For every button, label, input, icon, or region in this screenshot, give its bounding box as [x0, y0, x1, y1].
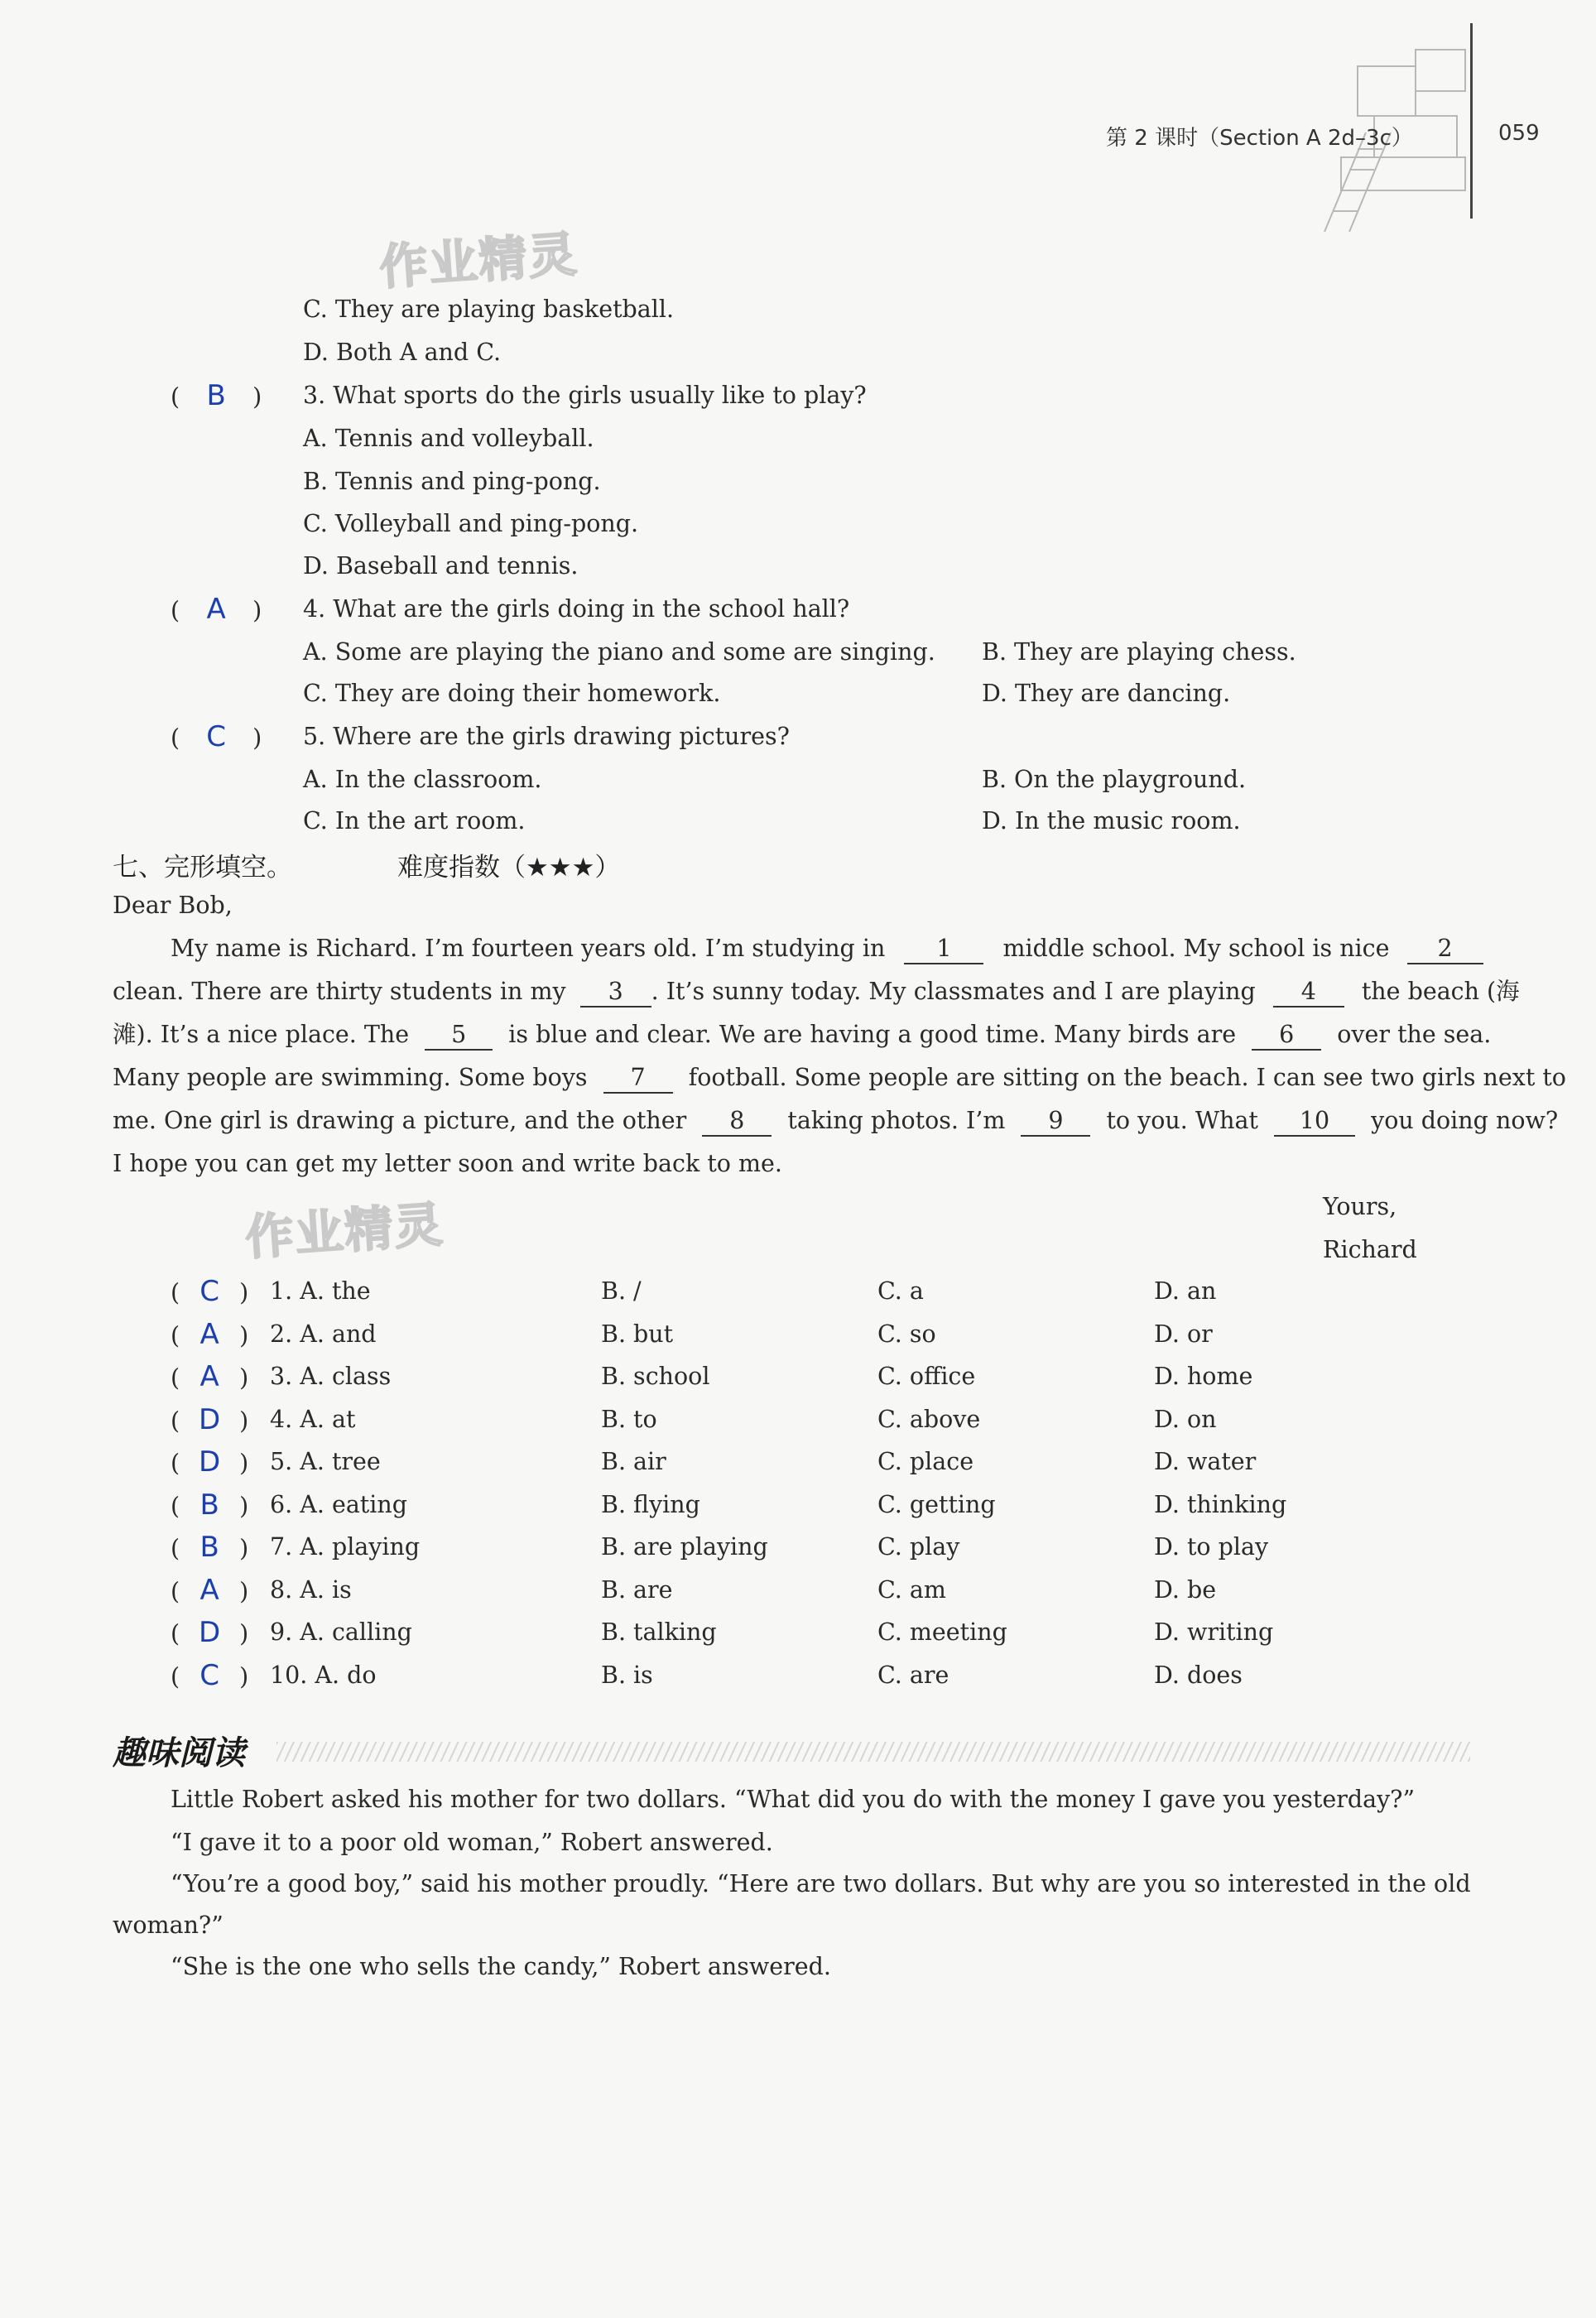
q4-option-c: C. They are doing their homework. [303, 680, 721, 707]
blank-9: 9 [1021, 1107, 1090, 1137]
q5-option-a: A. In the classroom. [303, 766, 542, 793]
cloze-option-c: C. above [877, 1405, 981, 1433]
q3-answer: B [206, 379, 226, 412]
cloze-option-a: 6. A. eating [270, 1490, 407, 1518]
cloze-option-a: 2. A. and [270, 1320, 377, 1348]
passage-line-6: I hope you can get my letter soon and write back to me. [113, 1150, 782, 1177]
blank-7: 7 [603, 1064, 673, 1094]
cloze-answer: A [200, 1317, 219, 1351]
passage-line-2 [113, 975, 1520, 1008]
passage-text: clean. There are thirty students in my [113, 978, 566, 1005]
cloze-option-c: C. office [877, 1363, 976, 1390]
passage-line-5 [113, 1104, 1558, 1137]
cloze-option-b: B. are [601, 1575, 673, 1604]
passage-line-1 [171, 932, 1483, 965]
watermark-top: 作业精灵 [377, 225, 580, 296]
cloze-answer: D [199, 1616, 221, 1649]
passage-text: Many people are swimming. Some boys [113, 1064, 588, 1091]
q3-answer-box: ( B ) [171, 379, 262, 412]
prev-option-d: D. Both A and C. [303, 339, 502, 366]
passage-text: football. Some people are sitting on the beach. I can see two girls next to [688, 1064, 1566, 1091]
cloze-option-b: B. school [601, 1363, 710, 1390]
cloze-option-d: D. does [1154, 1661, 1243, 1689]
blank-8: 8 [702, 1107, 772, 1137]
q4-answer: A [206, 593, 226, 626]
cloze-option-b: B. to [601, 1405, 657, 1433]
blank-5: 5 [425, 1021, 493, 1051]
cloze-answer: B [200, 1488, 219, 1522]
fun-paragraph-4: “She is the one who sells the candy,” Robert answered. [171, 1953, 831, 1980]
blank-10: 10 [1274, 1107, 1355, 1137]
textbook-page: 第 2 课时（Section A 2d–3c） 059 作业精灵 C. They are playing basketball. D. Both A and C. ( B ) 3. What sports do the girls usually like to play? A. Tennis and volleyball. B. Tennis and ping-pong. C. Volleyball and ping-pong. D. Baseball and tennis. ( A ) 4. What are the girls doing in the school hall? A. Some are playing the piano and some are singing. B. They are playing chess. C. They are doing their homework. D. They are dancing. ( C ) 5. Where are the girls drawing pictures? A. In the classroom. B. On the playground. C. In the art room. D. In the music room. 七、完形填空。 难度指数（★★★） Dear Bob, My name is Richard. I’m fourteen years old. I’m studying in 1 middle school. My school is nice 2 clean. There are thirty students in my 3 . It’s sunny today. My classmates and I are playing 4 the beach (海 滩). It’s a nice place. The 5 is blue and clear. We are having a good time. Many birds are 6 over the sea. Many people are swimming. Some boys 7 football. Some people are sitting on the beach. I can see two girls next to me. One girl is drawing a picture, and the other 8 taking photos. I’m 9 to you. What 10 you doing now? I hope you can get my letter soon and write back to me. 作业精灵 Yours, Richard ( C ) 1. A. the B. / C. a D. an ( A ) 2. A. and B. but C. so D. or ( A ) 3. A. class B. school C. office D. home ( D ) 4. A. at B. to C. above D. on ( D ) 5. A. tree B. air C. place D. water ( B ) 6. A. eating B. flying C. getting D. thinking ( B ) 7. A. playing B. are playing C. play D. to play ( A ) 8. A. is B. are C. am D. be ( D ) 9. A. calling B. talking C. meeting D. writing ( C ) 10. A. do B. is C. are D. does 趣味阅读 Little Robert asked his mother for two dollars. “What did you do with the money I gave you yesterday?” “I gave it to a poor old woman,” Robert answered. “You’re a good boy,” said his mother proudly. “Here are two dollars. But why are you so interested in the old woman?” “She is the one who sells the candy,” Robert answered. [0, 0, 1596, 2318]
cloze-option-a: 1. A. the [270, 1277, 371, 1305]
blank-2: 2 [1407, 935, 1483, 964]
q5-option-c: C. In the art room. [303, 807, 526, 834]
cloze-option-a: 10. A. do [270, 1661, 377, 1689]
cloze-option-a: 5. A. tree [270, 1448, 381, 1475]
cloze-option-c: C. meeting [877, 1618, 1007, 1646]
cloze-answer: A [200, 1573, 219, 1607]
page-number: 059 [1498, 121, 1540, 146]
cloze-option-c: C. getting [877, 1490, 996, 1518]
cloze-option-a: 7. A. playing [270, 1533, 421, 1561]
letter-greeting: Dear Bob, [113, 892, 233, 919]
title-hatch-decoration [276, 1742, 1470, 1762]
lesson-header: 第 2 课时（Section A 2d–3c） [1106, 126, 1413, 151]
cloze-option-b: B. flying [601, 1490, 700, 1518]
cloze-option-b: B. talking [601, 1618, 717, 1646]
cloze-option-d: D. home [1154, 1363, 1253, 1390]
cloze-option-a: 9. A. calling [270, 1618, 412, 1646]
q4-option-a: A. Some are playing the piano and some are singing. [303, 638, 935, 666]
q3-option-a: A. Tennis and volleyball. [303, 425, 594, 452]
q5-answer: C [206, 720, 226, 753]
q4-answer-box: ( A ) [171, 593, 262, 626]
letter-closing: Yours, [1323, 1193, 1397, 1220]
q3-option-c: C. Volleyball and ping-pong. [303, 510, 639, 537]
q4-option-d: D. They are dancing. [982, 680, 1231, 707]
cloze-option-d: D. writing [1154, 1618, 1274, 1646]
q5-stem: 5. Where are the girls drawing pictures? [303, 723, 790, 750]
fun-paragraph-3-line-1: “You’re a good boy,” said his mother proudly. “Here are two dollars. But why are you so interested in the old [171, 1870, 1471, 1897]
q4-stem: 4. What are the girls doing in the school hall? [303, 595, 850, 623]
passage-line-3 [113, 1018, 1491, 1051]
q3-option-d: D. Baseball and tennis. [303, 552, 579, 580]
passage-text: to you. What [1106, 1107, 1258, 1134]
cloze-option-c: C. place [877, 1448, 974, 1475]
cloze-answer: B [200, 1531, 219, 1564]
cloze-option-c: C. so [877, 1320, 936, 1348]
fun-reading-title: 趣味阅读 [113, 1734, 245, 1772]
q5-answer-box: ( C ) [171, 720, 262, 753]
passage-text: taking photos. I’m [787, 1107, 1006, 1134]
cloze-title: 七、完形填空。 [113, 853, 292, 882]
blank-1: 1 [904, 935, 983, 964]
passage-text: . It’s sunny today. My classmates and I are playing [651, 978, 1256, 1005]
blank-6: 6 [1252, 1021, 1321, 1051]
blank-3: 3 [580, 978, 651, 1008]
cloze-option-b: B. but [601, 1320, 674, 1348]
cloze-answer: D [199, 1445, 221, 1479]
cloze-option-d: D. be [1154, 1575, 1217, 1604]
fun-paragraph-1: Little Robert asked his mother for two dollars. “What did you do with the money I gave you yesterday?” [171, 1786, 1416, 1813]
cloze-option-c: C. a [877, 1277, 924, 1305]
cloze-answer: C [200, 1275, 219, 1308]
cloze-option-d: D. an [1154, 1277, 1217, 1305]
q3-option-b: B. Tennis and ping-pong. [303, 468, 601, 495]
cloze-option-d: D. on [1154, 1405, 1217, 1433]
watermark-middle: 作业精灵 [243, 1195, 446, 1267]
cloze-option-d: D. or [1154, 1320, 1213, 1348]
cloze-answer: C [200, 1658, 219, 1692]
cloze-option-b: B. is [601, 1661, 653, 1689]
passage-text: 滩). It’s a nice place. The [113, 1021, 410, 1048]
cloze-option-a: 8. A. is [270, 1575, 352, 1604]
passage-text: middle school. My school is nice [1002, 935, 1390, 962]
passage-line-4 [113, 1061, 1566, 1094]
passage-text: My name is Richard. I’m fourteen years old. I’m studying in [171, 935, 886, 962]
passage-text: is blue and clear. We are having a good time. Many birds are [508, 1021, 1237, 1048]
passage-text: over the sea. [1337, 1021, 1492, 1048]
passage-text: you doing now? [1371, 1107, 1559, 1134]
cloze-option-d: D. thinking [1154, 1490, 1287, 1518]
fun-paragraph-2: “I gave it to a poor old woman,” Robert answered. [171, 1829, 773, 1856]
cloze-option-a: 3. A. class [270, 1363, 392, 1390]
fun-paragraph-3-line-2: woman?” [113, 1912, 224, 1939]
cloze-option-b: B. / [601, 1277, 642, 1305]
cloze-option-d: D. to play [1154, 1533, 1269, 1561]
cloze-option-c: C. are [877, 1661, 949, 1689]
q5-option-d: D. In the music room. [982, 807, 1241, 834]
cloze-answer: D [199, 1402, 221, 1436]
prev-option-c: C. They are playing basketball. [303, 296, 675, 323]
q5-option-b: B. On the playground. [982, 766, 1247, 793]
cloze-option-c: C. am [877, 1575, 946, 1604]
letter-signature: Richard [1323, 1236, 1417, 1263]
header-divider [1470, 23, 1473, 219]
cloze-option-d: D. water [1154, 1448, 1257, 1475]
cloze-option-a: 4. A. at [270, 1405, 356, 1433]
cloze-option-b: B. air [601, 1448, 666, 1475]
cloze-difficulty: 难度指数（★★★） [397, 853, 621, 882]
cloze-option-c: C. play [877, 1533, 960, 1561]
passage-text: the beach (海 [1361, 978, 1520, 1005]
q4-option-b: B. They are playing chess. [982, 638, 1296, 666]
q3-stem: 3. What sports do the girls usually like to play? [303, 382, 867, 409]
cloze-option-b: B. are playing [601, 1533, 768, 1561]
passage-text: me. One girl is drawing a picture, and the other [113, 1107, 687, 1134]
blank-4: 4 [1273, 978, 1344, 1008]
cloze-answer: A [200, 1360, 219, 1393]
